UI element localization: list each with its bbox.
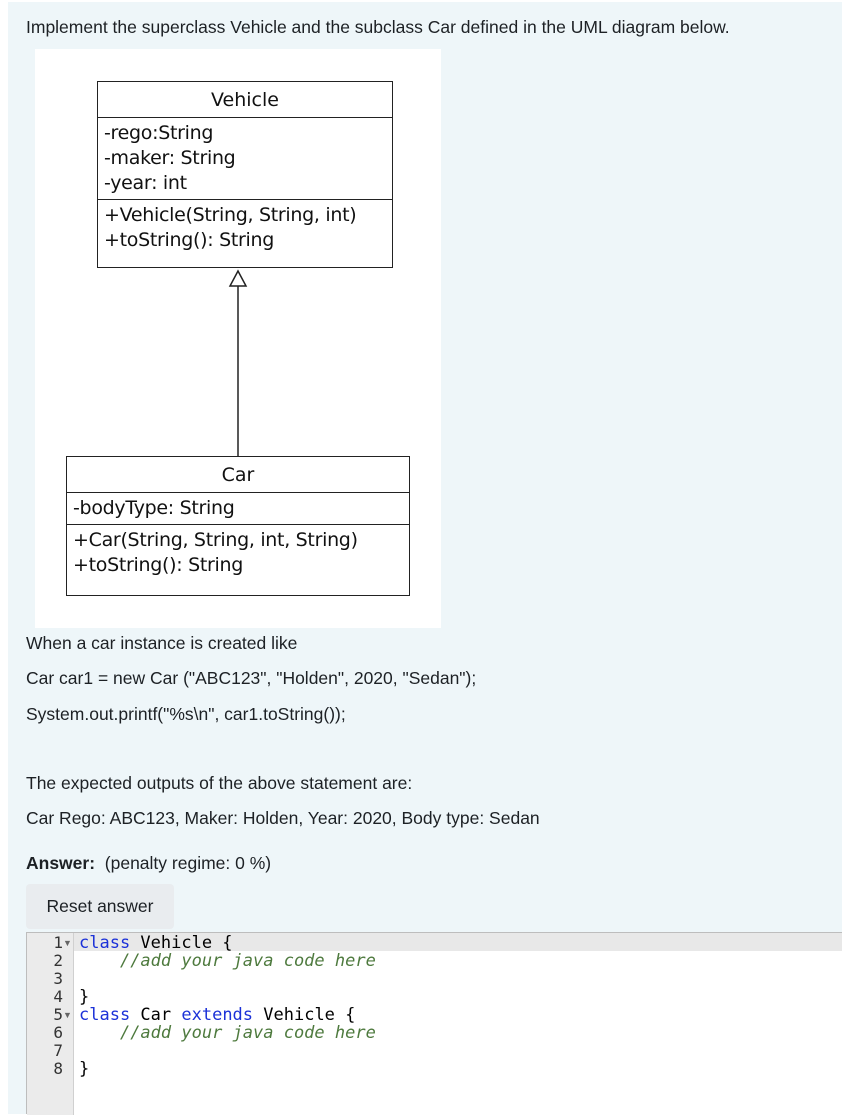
uml-class-name: Vehicle bbox=[98, 82, 392, 118]
uml-class-car bbox=[66, 456, 410, 596]
uml-attributes bbox=[67, 493, 409, 525]
line-number: 2 bbox=[53, 951, 63, 970]
penalty-regime: (penalty regime: 0 %) bbox=[104, 853, 272, 873]
expected-intro-text: The expected outputs of the above statement are: bbox=[26, 773, 413, 793]
uml-attribute: -year: int bbox=[104, 172, 187, 194]
code-text bbox=[79, 951, 120, 971]
code-text: } bbox=[79, 1059, 90, 1079]
code-line[interactable] bbox=[79, 934, 233, 952]
intro-text: When a car instance is created like bbox=[26, 633, 298, 653]
uml-method: +toString(): String bbox=[104, 229, 274, 251]
uml-class-name: Car bbox=[67, 457, 409, 493]
uml-attribute: -maker: String bbox=[104, 147, 236, 169]
line-number: 6 bbox=[53, 1023, 63, 1042]
code-keyword: class bbox=[79, 933, 131, 953]
uml-attribute: -rego:String bbox=[104, 122, 214, 144]
uml-method: +Vehicle(String, String, int) bbox=[104, 204, 357, 226]
code-comment: //add your java code here bbox=[119, 1023, 376, 1043]
code-comment: //add your java code here bbox=[119, 951, 376, 971]
fold-arrow-icon[interactable]: ▼ bbox=[63, 1010, 72, 1020]
uml-attributes bbox=[98, 118, 392, 200]
code-line[interactable] bbox=[79, 1060, 89, 1078]
reset-answer-button[interactable]: Reset answer bbox=[26, 884, 174, 929]
inheritance-arrowhead-icon bbox=[230, 271, 246, 286]
question-prompt: Implement the superclass Vehicle and the subclass Car defined in the UML diagram below. bbox=[26, 17, 730, 37]
uml-attribute: -bodyType: String bbox=[73, 497, 235, 519]
uml-class-vehicle bbox=[97, 81, 393, 268]
code-keyword: extends bbox=[181, 1005, 254, 1025]
line-number: 3 bbox=[53, 969, 63, 988]
code-line[interactable] bbox=[79, 952, 376, 970]
code-text: Vehicle { bbox=[130, 933, 233, 953]
expected-output-text: Car Rego: ABC123, Maker: Holden, Year: 2020, Body type: Sedan bbox=[26, 808, 540, 828]
fold-arrow-icon[interactable]: ▼ bbox=[63, 938, 72, 948]
uml-diagram bbox=[35, 49, 441, 628]
code-example-line-2: System.out.printf("%s\n", car1.toString()); bbox=[26, 704, 346, 724]
code-text bbox=[79, 1023, 120, 1043]
answer-label: Answer: bbox=[26, 853, 96, 873]
uml-method: +toString(): String bbox=[73, 554, 243, 576]
line-number: 8 bbox=[53, 1059, 63, 1078]
code-text: } bbox=[79, 987, 90, 1007]
code-editor[interactable] bbox=[26, 932, 842, 1114]
uml-method: +Car(String, String, int, String) bbox=[73, 529, 358, 551]
code-line[interactable] bbox=[79, 988, 89, 1006]
code-line[interactable] bbox=[79, 1024, 376, 1042]
line-number: 7 bbox=[53, 1041, 63, 1060]
line-number: 1 bbox=[53, 933, 63, 952]
answer-heading bbox=[26, 853, 271, 874]
line-number: 4 bbox=[53, 987, 63, 1006]
code-keyword: class bbox=[79, 1005, 131, 1025]
code-text: Vehicle { bbox=[253, 1005, 356, 1025]
code-example-line-1: Car car1 = new Car ("ABC123", "Holden", 2020, "Sedan"); bbox=[26, 668, 477, 688]
code-line[interactable] bbox=[79, 1006, 355, 1024]
code-text: Car bbox=[130, 1005, 182, 1025]
uml-methods bbox=[67, 525, 409, 581]
line-number: 5 bbox=[53, 1005, 63, 1024]
uml-methods bbox=[98, 200, 392, 256]
